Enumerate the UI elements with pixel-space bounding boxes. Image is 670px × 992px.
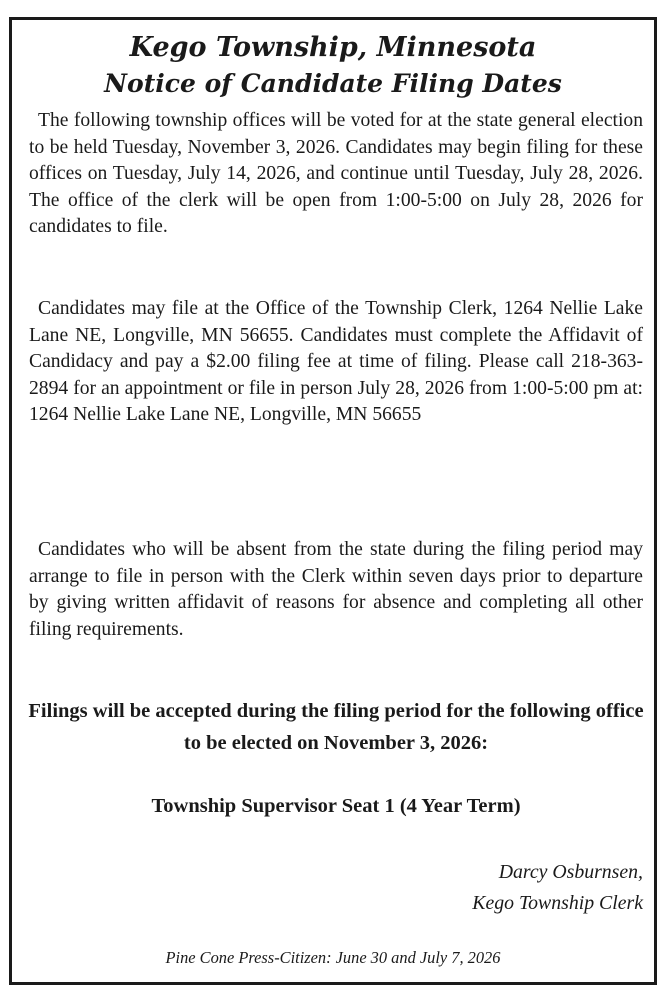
notice-title: Kego Township, Minnesota [129, 32, 537, 63]
filing-statement: Filings will be accepted during the filing period for the following office to be elected on November 3, 2026: [28, 700, 644, 754]
legal-notice [9, 17, 657, 985]
paragraph-election-dates: The following township offices will be voted for at the state general election to be held Tuesday, November 3, 2026. Candidates may begin filing for these offices on Tuesday, July 14, 2026, and continue until Tuesday, July 28, 2026. The office of the clerk will be open from 1:00-5:00 on July 28, 2026 for candidates to file. [29, 110, 643, 238]
notice-subtitle: Notice of Candidate Filing Dates [104, 69, 562, 98]
signature-name: Darcy Osburnsen, [498, 861, 643, 883]
signature-title: Kego Township Clerk [472, 892, 643, 914]
paragraph-absent-candidates: Candidates who will be absent from the state during the filing period may arrange to file in person with the Clerk within seven days prior to departure by giving written affidavit of reasons for absence and completing all other filing requirements. [29, 539, 643, 640]
publication-line: Pine Cone Press-Citizen: June 30 and July 7, 2026 [165, 948, 501, 967]
office-title: Township Supervisor Seat 1 (4 Year Term) [151, 795, 521, 817]
paragraph-filing-location: Candidates may file at the Office of the Township Clerk, 1264 Nellie Lake Lane NE, Longville, MN 56655. Candidates must complete the Affidavit of Candidacy and pay a $2.00 filing fee at time of filing. Please call 218-363-2894 for an appointment or file in person July 28, 2026 from 1:00-5:00 pm at: 1264 Nellie Lake Lane NE, Longville, MN 56655 [29, 298, 643, 426]
